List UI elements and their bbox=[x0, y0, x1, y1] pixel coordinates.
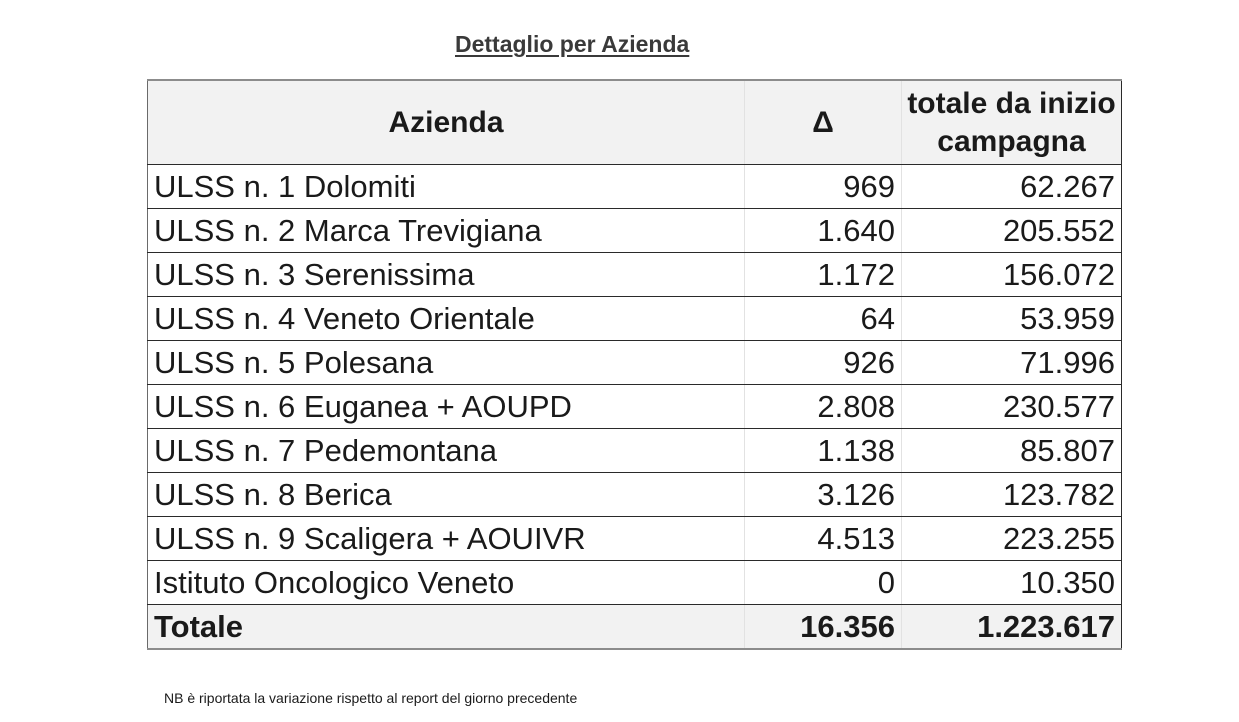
azienda-cell: ULSS n. 8 Berica bbox=[148, 473, 745, 517]
totale-cell: 62.267 bbox=[902, 165, 1122, 209]
table-header-row bbox=[148, 80, 1122, 165]
header-azienda: Azienda bbox=[148, 80, 745, 165]
totale-cell: 10.350 bbox=[902, 561, 1122, 605]
table-body bbox=[148, 165, 1122, 650]
delta-cell: 1.138 bbox=[745, 429, 902, 473]
page-title: Dettaglio per Azienda bbox=[455, 31, 690, 57]
footnote: NB è riportata la variazione rispetto al report del giorno precedente bbox=[164, 690, 578, 706]
totale-cell: 71.996 bbox=[902, 341, 1122, 385]
totale-cell: 156.072 bbox=[902, 253, 1122, 297]
table-row bbox=[148, 561, 1122, 605]
header-delta: Δ bbox=[745, 80, 902, 165]
table-row bbox=[148, 517, 1122, 561]
table-row bbox=[148, 297, 1122, 341]
azienda-cell: ULSS n. 4 Veneto Orientale bbox=[148, 297, 745, 341]
table-row bbox=[148, 341, 1122, 385]
azienda-cell: Totale bbox=[148, 605, 745, 650]
azienda-cell: ULSS n. 6 Euganea + AOUPD bbox=[148, 385, 745, 429]
header-totale: totale da inizio campagna bbox=[902, 80, 1122, 165]
delta-cell: 0 bbox=[745, 561, 902, 605]
totale-cell: 85.807 bbox=[902, 429, 1122, 473]
totale-cell: 223.255 bbox=[902, 517, 1122, 561]
totale-cell: 53.959 bbox=[902, 297, 1122, 341]
table-row bbox=[148, 165, 1122, 209]
azienda-cell: ULSS n. 1 Dolomiti bbox=[148, 165, 745, 209]
totale-cell: 1.223.617 bbox=[902, 605, 1122, 650]
totale-cell: 230.577 bbox=[902, 385, 1122, 429]
table-row bbox=[148, 253, 1122, 297]
delta-cell: 969 bbox=[745, 165, 902, 209]
totale-cell: 205.552 bbox=[902, 209, 1122, 253]
azienda-table bbox=[147, 79, 1122, 650]
table-total-row bbox=[148, 605, 1122, 650]
azienda-cell: ULSS n. 5 Polesana bbox=[148, 341, 745, 385]
azienda-cell: ULSS n. 3 Serenissima bbox=[148, 253, 745, 297]
azienda-cell: ULSS n. 2 Marca Trevigiana bbox=[148, 209, 745, 253]
delta-cell: 926 bbox=[745, 341, 902, 385]
table-row bbox=[148, 473, 1122, 517]
delta-cell: 1.640 bbox=[745, 209, 902, 253]
delta-cell: 64 bbox=[745, 297, 902, 341]
table-row bbox=[148, 385, 1122, 429]
delta-cell: 1.172 bbox=[745, 253, 902, 297]
table-row bbox=[148, 429, 1122, 473]
azienda-cell: Istituto Oncologico Veneto bbox=[148, 561, 745, 605]
totale-cell: 123.782 bbox=[902, 473, 1122, 517]
delta-cell: 4.513 bbox=[745, 517, 902, 561]
delta-cell: 3.126 bbox=[745, 473, 902, 517]
azienda-cell: ULSS n. 7 Pedemontana bbox=[148, 429, 745, 473]
delta-cell: 2.808 bbox=[745, 385, 902, 429]
delta-cell: 16.356 bbox=[745, 605, 902, 650]
azienda-cell: ULSS n. 9 Scaligera + AOUIVR bbox=[148, 517, 745, 561]
table-row bbox=[148, 209, 1122, 253]
